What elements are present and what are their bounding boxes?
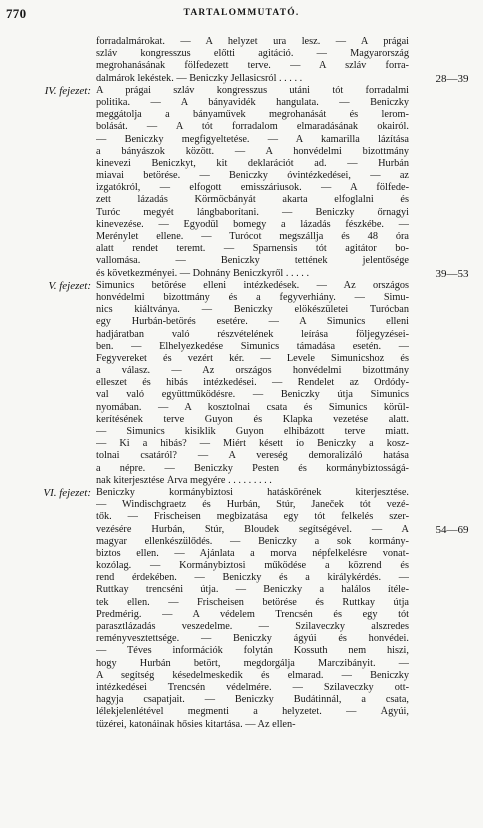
toc-line: miavai betörése. — Beniczky óvintézkedései, — az (96, 170, 409, 182)
toc-line: elleszet és hibás intézkedései. — Rendelet az Ordódy- (96, 377, 409, 389)
toc-line: a válasz. — Az országos honvédelmi bizottmány (96, 365, 409, 377)
toc-line: Beniczky kormánybiztosi hatáskörének kiterjesztése. (96, 486, 409, 498)
toc-line: egy Hurbán-betörés esetére. — A Simunics elleni (96, 316, 409, 328)
toc-line: hagyja csapatjait. — Beniczky Budátinnál, a csata, (96, 694, 409, 706)
toc-line: kozólag. — Kormánybiztosi működése a közrend és (96, 560, 409, 572)
toc-line: — Simunics kisiklik Guyon elhibázott terve miatt. (96, 426, 409, 437)
chapter-label: V. fejezet: (48, 279, 91, 292)
toc-line: lélekjelenlétével megmenti a helyzetet. — Ágyúi, (96, 706, 409, 718)
toc-line: tüzérei, katonáinak hősies kitartása. — Az ellen- (96, 718, 296, 730)
toc-line: Predmérig. — A védelem Trencsén és egy tót (96, 608, 409, 620)
toc-line: szláv kongresszus előtti agitáció. — Magyarország (96, 48, 409, 60)
table-of-contents (0, 36, 483, 731)
toc-line: bolását. — A tót forradalom elmaradásának okairól. (96, 121, 409, 133)
toc-line: tolnai csatáról? — A vereség demoralizáló hatása (96, 450, 409, 462)
toc-line: Merénylet ellene. — Turócot megszállja és 48 óra (96, 231, 409, 242)
toc-section (0, 85, 483, 280)
toc-line: politika. — A bányavidék hangulata. — Beniczky (96, 96, 409, 108)
toc-line: A prágai szláv kongresszus utáni tót forradalmi (96, 84, 409, 96)
toc-line: tők. — Frischeisen megbizatása egy tót felkelés szer- (96, 511, 409, 523)
toc-line: kerítésének terve Guyon és Klapka vezetése alatt. (96, 413, 409, 425)
toc-line: meggátolja a bányaművek megrohanását és lerom- (96, 109, 409, 121)
page-number: 770 (6, 6, 27, 21)
toc-line: vezésére Hurbán, Stúr, Bloudek segítségével. — A (96, 523, 409, 535)
toc-line: megrohanásának fölfedezett terve. — A szláv forra- (96, 60, 409, 72)
toc-line: Turóc megyét lángbaborítani. — Beniczky őrnagyi (96, 206, 409, 218)
toc-line: kinevezi Beniczkyt, kit deklarációt ad. — Hurbán (96, 157, 409, 169)
toc-line: ben. — Elhelyezkedése Simunics támadása esetén. — (96, 340, 409, 352)
toc-line: vallomása. — Beniczky tettének jelentősége (96, 255, 409, 267)
toc-line: nyomában. — A kosztolnai csata és Simunics körül- (96, 401, 409, 413)
toc-line: rend érdekében. — Beniczky és a királykérdés. — (96, 572, 409, 584)
toc-line: — Téves információk folytán Kossuth nem hiszi, (96, 645, 409, 657)
toc-line: izgatókról, — elfogott emisszáriusok. — A fölfede- (96, 182, 409, 194)
toc-line: biztos ellen. — Ajánlata a morva népfelkelésre vonat- (96, 547, 409, 559)
toc-line: magyar ellenkészülődés. — Beniczky a sok kormány- (96, 535, 409, 547)
toc-line: forradalmárokat. — A helyzet ura lesz. — A prágai (96, 36, 409, 47)
toc-line: Fegyvereket és vezért kér. — Levele Simunicshoz és (96, 352, 409, 364)
toc-line: honvédelmi bizottmány és a fegyverhiány. — Simu- (96, 291, 409, 303)
page-header (0, 6, 483, 22)
toc-line: a bányászok között. — A honvédelmi bizottmány (96, 145, 409, 157)
toc-line: Ruttkay trencséni útja. — Beniczky a halálos ítéle- (96, 584, 409, 596)
toc-line: parasztlázadás veszedelme. — Szilaveczky alszredes (96, 621, 409, 632)
toc-line: a népre. — Beniczky Pesten és kormánybiztosságá- (96, 462, 409, 474)
page-range: 54—69 (435, 523, 469, 536)
toc-line: — Ki a hibás? — Miért késett ío Beniczky a kosz- (96, 438, 409, 450)
page-range: 28—39 (435, 72, 469, 85)
toc-line: és következményei. — Dohnány Beniczkyről . . . . . (96, 267, 310, 279)
toc-line: A segítség késedelmeskedik és elmarad. — Beniczky (96, 669, 409, 681)
toc-line: nics kiáltványa. — Beniczky elökészületei Turócban (96, 304, 409, 316)
toc-line: alatt rendet teremt. — Sparnensis tót agitátor bo- (96, 243, 409, 255)
toc-line: — Windischgraetz és Hurbán, Stúr, Janeček tót vezé- (96, 499, 409, 511)
toc-line: kinevezése. — Egyodül bomegy a lázadás fészkébe. — (96, 218, 409, 230)
toc-line: zett lázadás Körmöcbányát akarta elfoglalni és (96, 194, 409, 206)
toc-line: — Beniczky megfigyeltetése. — A kamarilla lázítása (96, 133, 409, 145)
toc-line: hogy Hurbán betört, megdorgálja Marczibányit. — (96, 657, 409, 669)
toc-line: nak kiterjesztése Árva megyére . . . . . . . . . (96, 474, 272, 486)
chapter-label: VI. fejezet: (43, 486, 91, 499)
toc-line: dalmárok lekéstek. — Beniczky Jellasicsról . . . . . (96, 72, 303, 84)
toc-section (0, 487, 483, 731)
running-title: TARTALOMMUTATÓ. (183, 8, 300, 18)
chapter-label: IV. fejezet: (44, 84, 91, 97)
toc-line: hadjáratban való részvételének leírása följegyzései- (96, 328, 409, 340)
page-range: 39—53 (435, 267, 469, 280)
toc-line: val való együttműködésre. — Beniczky útja Simunics (96, 389, 409, 401)
toc-line: reményveszt​ettsége. — Beniczky ágyúi és honvédei. (96, 633, 409, 645)
toc-line: Simunics betörése elleni intézkedések. — Az országos (96, 279, 409, 291)
toc-section (0, 36, 483, 85)
toc-line: tek ellen. — Frischeisen betörése és Ruttkay útja (96, 596, 409, 608)
toc-line: intézkedései Trencsén védelmére. — Szilaveczky ott- (96, 681, 409, 693)
